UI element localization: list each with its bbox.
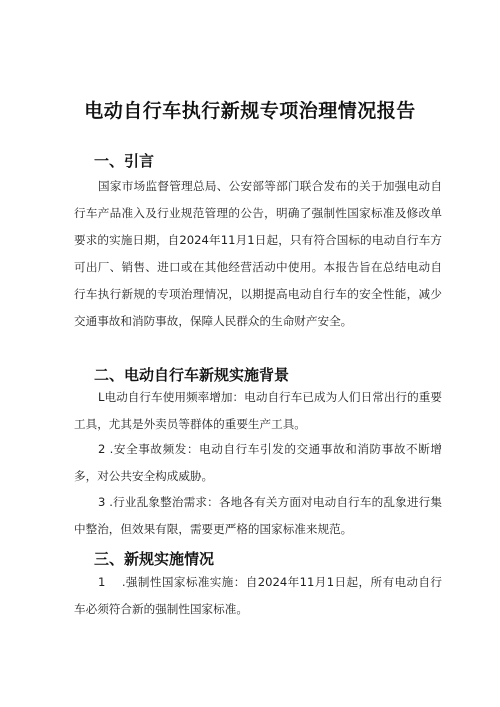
document-title: 电动自行车执行新规专项治理情况报告 — [84, 100, 416, 122]
section-heading-background: 二、电动自行车新规实施背景 — [94, 366, 290, 384]
paragraph-background-1: L电动自行车使用频率增加：电动自行车已成为人们日常出行的重要工具，尤其是外卖员等群体的重要生产工具。 — [74, 390, 442, 431]
paragraph-introduction: 国家市场监督管理总局、公安部等部门联合发布的关于加强电动自行车产品准入及行业规范管理的公告，明确了强制性国家标准及修改单要求的实施日期，自2024年11月1日起，只有符合国标的电动自行车方可出厂、销售、进口或在其他经营活动中使用。本报告旨在总结电动自行车执行新规的专项治理情况，以期提高电动自行车的安全性能，减少交通事故和消防事故，保障人民群众的生命财产安全。 — [74, 179, 442, 328]
paragraph-implementation-1: 1 .强制性国家标准实施：自2024年11月1日起，所有电动自行车必须符合新的强制性国家标准。 — [74, 575, 442, 616]
paragraph-background-2: 2 .安全事故频发：电动自行车引发的交通事故和消防事故不断增多，对公共安全构成威胁。 — [74, 442, 442, 483]
section-heading-implementation: 三、新规实施情况 — [94, 550, 215, 568]
section-heading-introduction: 一、引言 — [94, 152, 155, 170]
paragraph-background-3: 3 .行业乱象整治需求：各地各有关方面对电动自行车的乱象进行集中整治，但效果有限，需要更严格的国家标准来规范。 — [74, 495, 442, 536]
